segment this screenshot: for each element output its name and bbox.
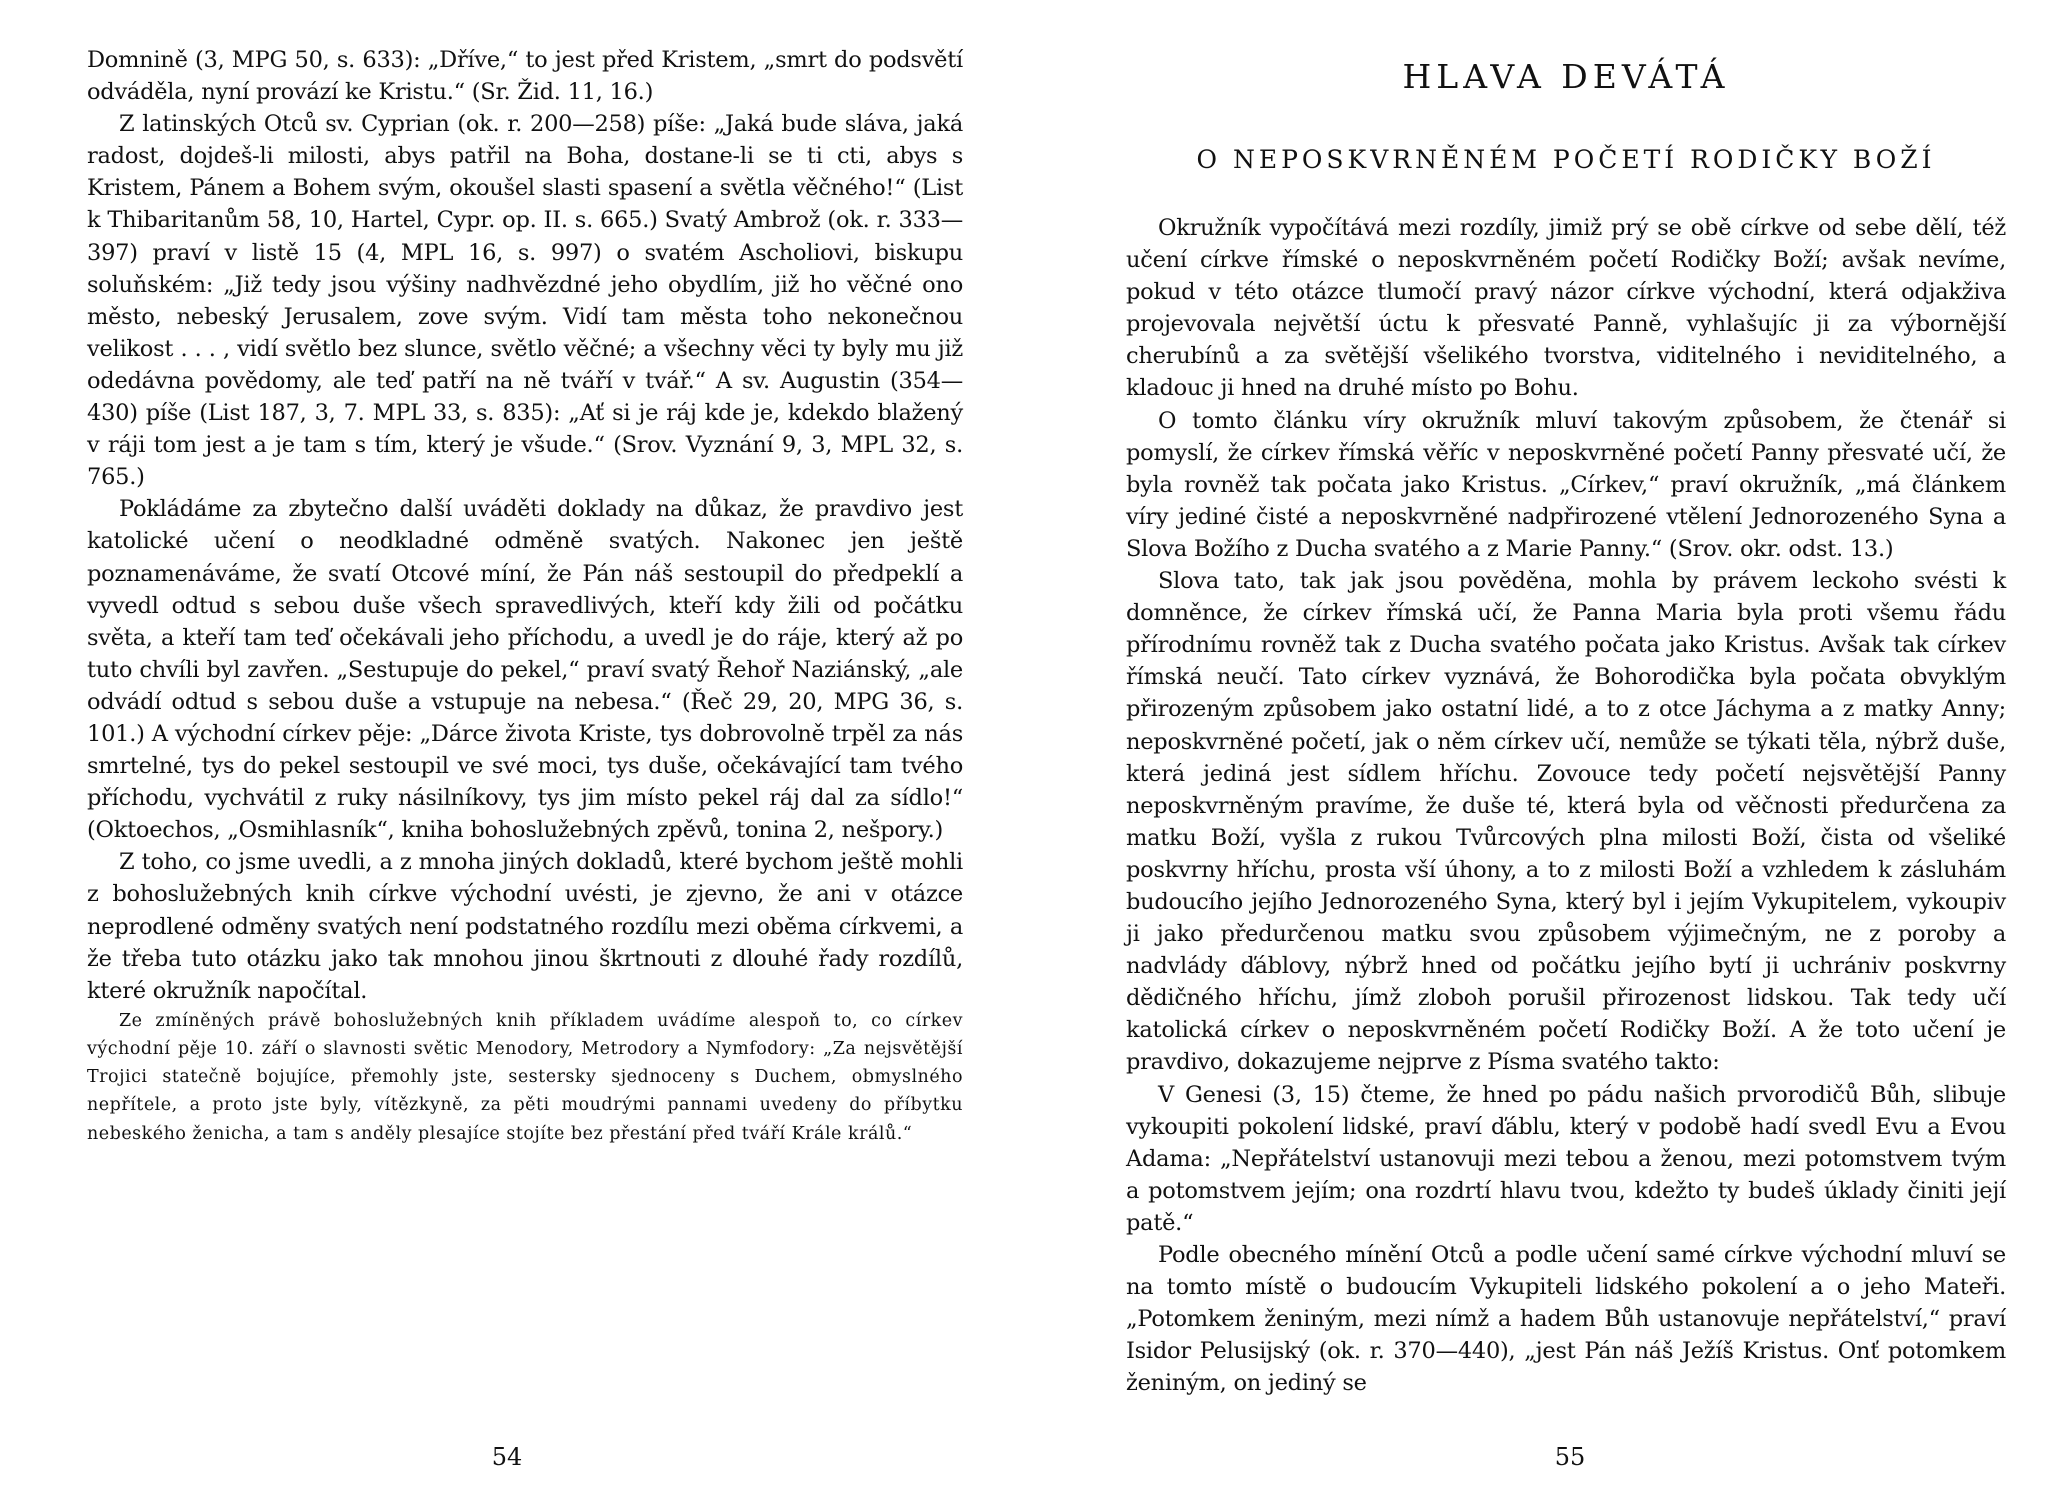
left-paragraph-3: Pokládáme za zbytečno další uváděti doklady na důkaz, že pravdivo jest katolické učení o neodkladné odměně svatých. Nakonec jen ještě poznamenáváme, že svatí Otcové míní, že Pán náš sestoupil do předpeklí a vyvedl odtud s sebou duše všech spravedlivých, kteří kdy žili od počátku světa, a kteří tam teď očekávali jeho příchodu, a uvedl je do ráje, který až po tuto chvíli byl zavřen. „Sestupuje do pekel,“ praví svatý Řehoř Naziánský, „ale odvádí odtud s sebou duše a vstupuje na nebesa.“ (Řeč 29, 20, MPG 36, s. 101.) A východní církev pěje: „Dárce života Kriste, tys dobrovolně trpěl za nás smrtelné, tys do pekel sestoupil ve své moci, tys duše, očekávající tam tvého příchodu, vychvátil z ruky násilníkovy, tys jim místo pekel ráj dal za sídlo!“ (Oktoechos, „Osmihlasník“, kniha bohoslužebných zpěvů, tonina 2, nešpory.) [87, 496, 963, 844]
right-paragraph-2: O tomto článku víry okružník mluví takovým způsobem, že čtenář si pomyslí, že církev římská věříc v neposkvrněné početí Panny přesvaté učí, že byla rovněž tak počata jako Kristus. „Církev,“ praví okružník, „má článkem víry jediné čisté a neposkvrněné nadpřirozené vtělení Jednorozeného Syna a Slova Božího z Ducha svatého a z Marie Panny.“ (Srov. okr. odst. 13.) [1126, 407, 2006, 562]
chapter-title: HLAVA DEVÁTÁ [1402, 57, 1730, 96]
left-footnote: Ze zmíněných právě bohoslužebných knih příkladem uvádíme alespoň to, co církev východní pěje 10. září o slavnosti světic Menodory, Metrodory a Nymfodory: „Za nejsvětější Trojici statečně bojujíce, přemohly jste, sestersky sjednoceny s Duchem, obmyslného nepřítele, a proto jste byly, vítězkyně, za pěti moudrými pannami uvedeny do příbytku nebeského ženicha, a tam s anděly plesajíce stojíte bez přestání před tváří Krále králů.“ [87, 1010, 963, 1144]
right-paragraph-4: V Genesi (3, 15) čteme, že hned po pádu našich prvorodičů Bůh, slibuje vykoupiti pokolení lidské, praví ďáblu, který v podobě hadí svedl Evu a Evou Adama: „Nepřátelství ustanovuji mezi tebou a ženou, mezi potomstvem tvým a potomstvem jejím; ona rozdrtí hlavu tvou, kdežto ty budeš úklady činiti její patě.“ [1126, 1081, 2006, 1236]
left-page [0, 0, 1030, 1500]
left-page-text-column [87, 44, 963, 1148]
right-paragraph-5: Podle obecného mínění Otců a podle učení samé církve východní mluví se na tomto místě o budoucím Vykupiteli lidského pokolení a o jeho Mateři. „Potomkem ženiným, mezi nímž a hadem Bůh ustanovuje nepřátelství,“ praví Isidor Pelusijský (ok. r. 370—440), „jest Pán náš Ježíš Kristus. Onť potomkem ženiným, on jediný se [1126, 1242, 2006, 1397]
right-page [1036, 0, 2072, 1500]
left-paragraph-1: Domnině (3, MPG 50, s. 633): „Dříve,“ to jest před Kristem, „smrt do podsvětí odváděla, nyní provází ke Kristu.“ (Sr. Žid. 11, 16.) [87, 47, 963, 106]
right-paragraph-1: Okružník vypočítává mezi rozdíly, jimiž prý se obě církve od sebe dělí, též učení církve římské o neposkvrněném početí Rodičky Boží; avšak nevíme, pokud v této otázce tlumočí pravý názor církve východní, která odjakživa projevovala největší úctu k přesvaté Panně, vyhlašujíc ji za výbornější cherubínů a za světější všelikého tvorstva, viditelného i neviditelného, a kladouc ji hned na druhé místo po Bohu. [1126, 215, 2006, 402]
left-paragraph-4: Z toho, co jsme uvedli, a z mnoha jiných dokladů, které bychom ještě mohli z bohoslužebných knih církve východní uvésti, je zjevno, že ani v otázce neprodlené odměny svatých není podstatného rozdílu mezi oběma církvemi, a že třeba tuto otázku jako tak mnohou jinou škrtnouti z dlouhé řady rozdílů, které okružník napočítal. [87, 849, 963, 1004]
right-paragraph-3: Slova tato, tak jak jsou pověděna, mohla by právem leckoho svésti k domněnce, že církev římská učí, že Panna Maria byla proti všemu řádu přírodnímu rovněž tak z Ducha svatého počata jako Kristus. Avšak tak církev římská neučí. Tato církev vyznává, že Bohorodička byla počata obvyklým přirozeným způsobem jako ostatní lidé, a to z otce Jáchyma a z matky Anny; neposkvrněné početí, jak o něm církev učí, nemůže se týkati těla, nýbrž duše, která jediná jest sídlem hříchu. Zovouce tedy početí nejsvětější Panny neposkvrněným pravíme, že duše té, která byla od věčnosti předurčena za matku Boží, vyšla z rukou Tvůrcových plna milosti Boží, čista od všeliké poskvrny hříchu, prosta vší úhony, a to z milosti Boží a vzhledem k zásluhám budoucího jejího Jednorozeného Syna, který byl i jejím Vykupitelem, vykoupiv ji jako předurčenou matku svou způsobem výjimečným, ne z poroby a nadvlády ďáblovy, nýbrž hned od počátku jejího bytí ji uchrániv poskvrny dědičného hříchu, jímž zloboh porušil přirozenost lidskou. Tak tedy učí katolická církev o neposkvrněném početí Rodičky Boží. A že toto učení je pravdivo, dokazujeme nejprve z Písma svatého takto: [1126, 568, 2006, 1076]
left-paragraph-2: Z latinských Otců sv. Cyprian (ok. r. 200—258) píše: „Jaká bude sláva, jaká radost, dojdeš-li milosti, abys patřil na Boha, dostane-li se ti cti, abys s Kristem, Pánem a Bohem svým, okoušel slasti spasení a světla věčného!“ (List k Thibaritanům 58, 10, Hartel, Cypr. op. II. s. 665.) Svatý Ambrož (ok. r. 333—397) praví v listě 15 (4, MPL 16, s. 997) o svatém Ascholiovi, biskupu soluňském: „Již tedy jsou výšiny nadhvězdné jeho obydlím, již ho věčné ono město, nebeský Jerusalem, zove svým. Vidí tam města toho nekonečnou velikost . . . , vidí světlo bez slunce, světlo věčné; a všechny věci ty byly mu již odedávna povědomy, ale teď patří na ně tváří v tvář.“ A sv. Augustin (354—430) píše (List 187, 3, 7. MPL 33, s. 835): „Ať si je ráj kde je, kdekdo blažený v ráji tom jest a je tam s tím, který je všude.“ (Srov. Vyznání 9, 3, MPL 32, s. 765.) [87, 111, 963, 491]
chapter-subtitle: O NEPOSKVRNĚNÉM POČETÍ RODIČKY BOŽÍ [1196, 145, 1936, 174]
right-page-text-column [1126, 212, 2006, 1399]
page-number-left: 54 [491, 1443, 523, 1471]
page-number-right: 55 [1554, 1443, 1586, 1471]
